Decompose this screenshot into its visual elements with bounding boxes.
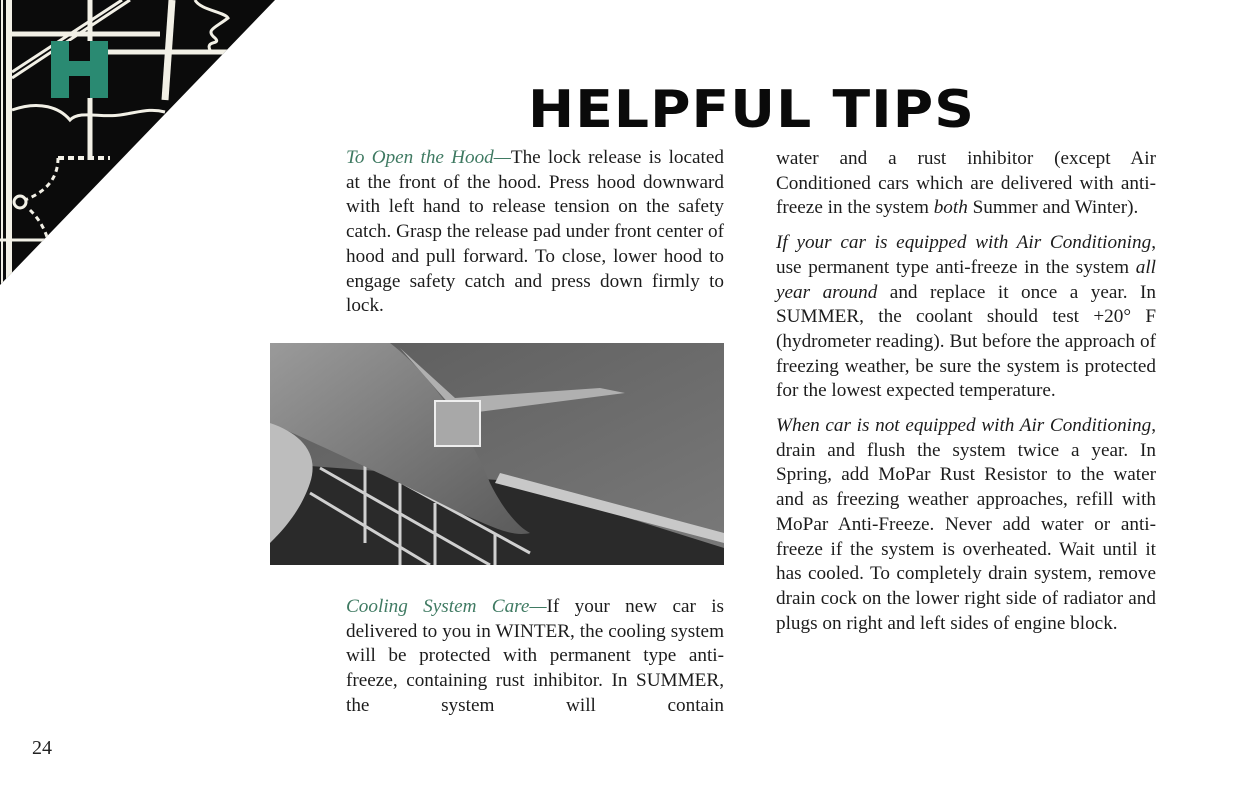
page-number: 24	[32, 737, 52, 759]
cooling-continued-text-end: Summer and Winter).	[967, 197, 1139, 219]
not-air-conditioned-text: , drain and flush the system twice a year. In Spring, add MoPar Rust Resistor to the water and as freezing weather approaches, refill with MoPar Anti-Freeze. Never add water or anti-freeze if the system is overheated. Wait until it has cooled. To completely drain system, remove drain cock on the lower right side of radiator and plugs on right and left sides of engine block.	[776, 415, 1156, 634]
hood-tip-body: The lock release is located at the front of the hood. Press hood downward with left hand to release tension on the safety catch. Grasp the release pad under front center of hood and pull forward. To close, lower hood to engage safety catch and press down firmly to lock.	[346, 147, 724, 317]
map-corner-decoration	[0, 0, 280, 290]
cooling-tip-column-left	[346, 595, 724, 719]
air-conditioned-text: , use permanent type anti-freeze in the system	[776, 232, 1156, 278]
air-conditioned-text-end: and replace it once a year. In SUMMER, the coolant should test +20° F (hydrometer reading). But before the approach of freezing weather, be sure the system is protected for the lowest expected temperature.	[776, 281, 1156, 402]
hood-latch-photo	[270, 343, 724, 565]
cooling-continued-emphasis: both	[933, 197, 968, 219]
hood-tip-paragraph	[346, 146, 724, 319]
cooling-tip-paragraph	[346, 595, 724, 719]
cooling-tip-column-right	[776, 147, 1156, 636]
air-conditioned-emphasis: all year around	[776, 256, 1156, 303]
section-marker-h	[51, 41, 108, 98]
hood-tip-column	[346, 146, 724, 319]
cooling-continued-text: water and a rust inhibitor (except Air Conditioned cars which are delivered with anti-freeze in the system	[776, 148, 1156, 219]
cooling-tip-body: If your new car is delivered to you in WINTER, the cooling system will be protected with permanent type anti-freeze, containing rust inhibitor. In SUMMER, the system will contain	[346, 596, 724, 716]
air-conditioned-paragraph	[776, 231, 1156, 404]
not-air-conditioned-paragraph	[776, 414, 1156, 636]
page-title: HELPFUL TIPS	[528, 80, 975, 140]
air-conditioned-heading: If your car is equipped with Air Conditioning	[776, 232, 1152, 254]
cooling-tip-heading: Cooling System Care—	[346, 596, 547, 617]
cooling-continued-paragraph	[776, 147, 1156, 221]
hood-tip-heading: To Open the Hood—	[346, 147, 511, 168]
not-air-conditioned-heading: When car is not equipped with Air Conditioning	[776, 415, 1152, 437]
